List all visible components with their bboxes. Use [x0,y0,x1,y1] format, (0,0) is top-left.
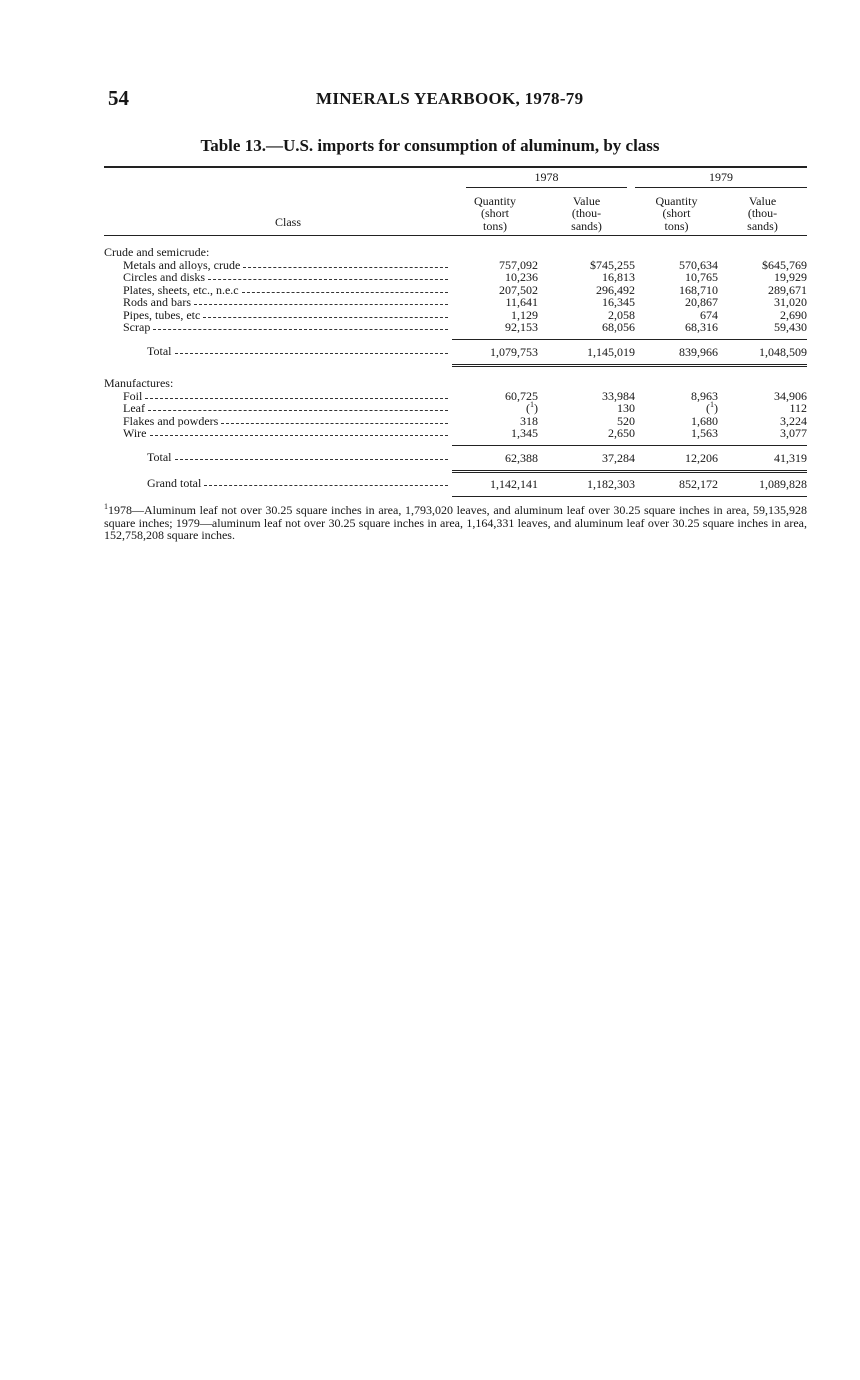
value-cell: 8,963 [691,388,718,403]
year-header-1978 [452,167,635,190]
value-cell: 16,345 [602,295,635,309]
footnote-ref: 1 [710,400,714,409]
header-line: (thou- [747,206,778,220]
value-cell: 757,092 [499,257,538,272]
header-line: Quantity [474,193,516,208]
value-cell: 289,671 [768,282,807,297]
value-cell: 59,430 [774,320,807,334]
section-label: Crude and semicrude: [104,245,210,259]
header-line: sands) [571,218,602,233]
dot-leader [150,427,448,436]
row-label: Grand total [147,476,202,489]
row-label-cell [104,309,452,322]
row-label-cell [104,390,452,403]
value-cell: 33,984 [602,388,635,403]
row-label-cell [104,259,452,272]
value-cell: 296,492 [596,282,635,297]
header-line: (short [662,206,691,220]
value-cell: 1,182,303 [538,472,635,497]
value-1978-header [538,190,635,236]
dot-leader [148,402,448,411]
value-cell: 12,206 [635,445,718,472]
value-cell: 1,089,828 [718,472,807,497]
header-line: tons) [664,218,689,233]
footnote-marker: 1 [104,502,108,511]
value-cell: ($^1$) [706,400,718,415]
row-label-cell [104,339,452,366]
table-row [104,296,807,309]
page-number: 54 [108,86,129,110]
row-label: Wire [123,427,147,440]
table-body [104,236,807,497]
header-line: Value [748,193,777,208]
value-cell: 60,725 [505,388,538,403]
year-label: 1978 [466,171,627,188]
row-label: Circles and disks [123,271,205,284]
row-label: Foil [123,389,143,402]
table-header [104,167,807,236]
value-cell: 1,563 [691,426,718,440]
row-label-cell [104,415,452,428]
value-cell: 852,172 [635,472,718,497]
value-cell: 2,058 [608,307,635,322]
leader-line [104,296,452,309]
year-label: 1979 [635,171,807,188]
leader-line [104,390,452,403]
value-cell: 318 [520,413,538,428]
value-cell: 1,145,019 [538,339,635,366]
leader-line [104,427,452,440]
value-cell: 2,650 [608,426,635,440]
value-cell: 3,077 [780,426,807,440]
value-cell: 520 [617,413,635,428]
value-cell: 34,906 [774,388,807,403]
value-cell: ($^1$) [526,400,538,415]
value-cell: 1,345 [511,426,538,440]
row-label-cell [104,402,452,415]
row-label-cell [104,427,452,440]
value-cell: 68,056 [602,320,635,334]
dot-leader [145,390,448,399]
imports-table [104,166,807,497]
dot-leader [243,259,448,268]
value-1979-header [718,190,807,236]
leader-line [104,345,452,358]
value-cell: 68,316 [685,320,718,334]
table-row [104,390,807,403]
leader-line [104,321,452,334]
row-label: Metals and alloys, crude [123,258,241,271]
leader-line [104,415,452,428]
value-cell: 1,680 [691,413,718,428]
table-row [104,402,807,415]
row-label: Pipes, tubes, etc [123,308,201,321]
footnote-ref: 1 [530,400,534,409]
value-cell: 20,867 [685,295,718,309]
value-cell: 11,641 [505,295,538,309]
quantity-1978-header [452,190,538,236]
value-cell: 1,129 [511,307,538,322]
row-label-cell [104,472,452,497]
value-cell: $645,769 [762,257,807,272]
footnote-text: 1978—Aluminum leaf not over 30.25 square inches in area, 1,793,020 leaves, and aluminum leaf over 30.25 square inches in area, 59,135,928 square inches; 1979—aluminum leaf not over 30.25 square inches in area, 1,164,331 leaves, and aluminum leaf over 30.25 square inches in area, 152,758,208 square inches. [104,503,807,542]
value-cell: 3,224 [780,413,807,428]
value-cell: 62,388 [452,445,538,472]
dot-leader [221,415,448,424]
class-header-label: Class [274,214,301,229]
value-cell: 10,236 [505,270,538,284]
value-cell: 2,690 [780,307,807,322]
footnote [104,504,807,542]
row-label: Leaf [123,402,145,415]
total-row [104,445,807,472]
leader-line [104,451,452,464]
section-header-row [104,366,807,390]
value-cell: 674 [700,307,718,322]
dot-leader [175,345,449,354]
row-label: Scrap [123,321,151,334]
dot-leader [242,284,448,293]
row-label: Total [147,345,172,358]
value-cell: 112 [789,401,807,415]
header-line: sands) [747,218,778,233]
header-line: tons) [483,218,507,233]
value-cell: 10,765 [685,270,718,284]
table-row [104,271,807,284]
value-cell: 839,966 [635,339,718,366]
dot-leader [153,321,448,330]
table-row [104,427,807,440]
value-cell: 31,020 [774,295,807,309]
value-cell: 41,319 [718,445,807,472]
section-header-row [104,236,807,259]
value-cell: 92,153 [505,320,538,334]
leader-line [104,477,452,490]
value-cell: $745,255 [590,257,635,272]
dot-leader [175,451,449,460]
row-label: Plates, sheets, etc., n.e.c [123,283,239,296]
row-label-cell [104,271,452,284]
quantity-1979-header [635,190,718,236]
running-head: MINERALS YEARBOOK, 1978-79 [316,89,584,108]
value-cell: 1,142,141 [452,472,538,497]
row-label-cell [104,321,452,334]
value-cell: 16,813 [602,270,635,284]
header-line: (thou- [571,206,602,220]
class-header-blank [104,167,452,190]
value-cell: 570,634 [679,257,718,272]
value-cell: 19,929 [774,270,807,284]
leader-line [104,402,452,415]
leader-line [104,309,452,322]
dot-leader [194,296,448,305]
dot-leader [208,271,448,280]
class-column-header [104,190,452,236]
header-line: Value [572,193,601,208]
leader-line [104,259,452,272]
table-title: Table 13.—U.S. imports for consumption of aluminum, by class [200,136,660,155]
leader-line [104,284,452,297]
value-cell: 168,710 [679,282,718,297]
dot-leader [204,477,448,486]
data-table-container [104,166,807,497]
section-label: Manufactures: [104,376,174,390]
table-row [104,321,807,334]
row-label-cell [104,445,452,472]
value-cell: 1,079,753 [452,339,538,366]
row-label-cell [104,284,452,297]
dot-leader [203,309,448,318]
value-cell: 37,284 [538,445,635,472]
row-label: Total [147,451,172,464]
row-label: Flakes and powders [123,414,219,427]
value-cell: 1,048,509 [718,339,807,366]
row-label-cell [104,296,452,309]
leader-line [104,271,452,284]
grand-total-row [104,472,807,497]
year-header-1979 [635,167,807,190]
value-cell: 130 [617,401,635,415]
value-cell: 207,502 [499,282,538,297]
header-line: Quantity [655,193,698,208]
total-row [104,339,807,366]
row-label: Rods and bars [123,296,191,309]
header-line: (short [481,206,509,220]
